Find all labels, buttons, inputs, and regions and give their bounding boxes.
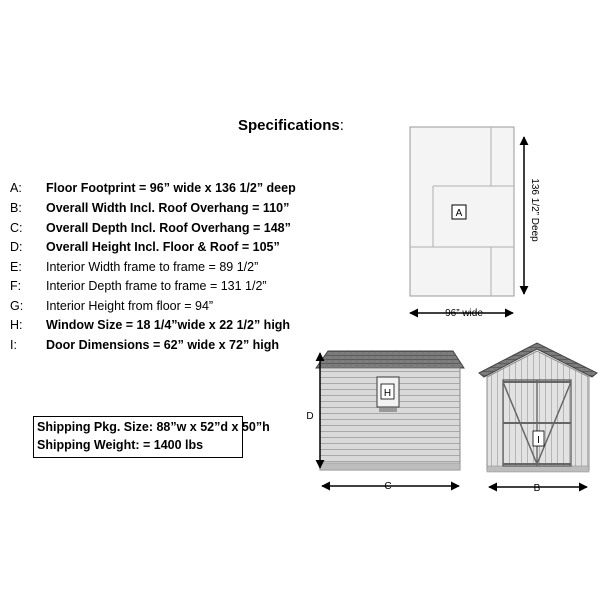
side-view	[306, 351, 464, 492]
spec-row-g: G: Interior Height from floor = 94”	[10, 299, 214, 313]
floor-label: A	[455, 208, 463, 219]
spec-row-b: B: Overall Width Incl. Roof Overhang = 110”	[10, 201, 290, 215]
depth-label: 136 1/2” Deep	[529, 178, 540, 242]
side-depth-label: C	[384, 481, 392, 492]
spec-row-h: H: Window Size = 18 1/4”wide x 22 1/2” high	[10, 318, 291, 332]
width-label: 96” wide	[445, 308, 483, 319]
shipping-weight: Shipping Weight: = 1400 lbs	[37, 438, 204, 452]
door-label: I	[537, 435, 540, 446]
spec-row-i: I: Door Dimensions = 62” wide x 72” high	[10, 338, 280, 352]
spec-row-f: F: Interior Depth frame to frame = 131 1/2”	[10, 279, 267, 293]
spec-row-c: C: Overall Depth Incl. Roof Overhang = 148”	[10, 221, 291, 235]
height-label: D	[306, 411, 314, 422]
window-label: H	[383, 388, 392, 399]
front-view	[479, 343, 597, 494]
spec-row-e: E: Interior Width frame to frame = 89 1/2”	[10, 260, 259, 274]
side-roof	[316, 351, 464, 368]
specifications-title: Specifications:	[238, 117, 344, 134]
front-width-label: B	[533, 483, 541, 494]
shipping-size: Shipping Pkg. Size: 88”w x 52”d x 50”h	[37, 420, 270, 434]
spec-row-d: D: Overall Height Incl. Floor & Roof = 105”	[10, 240, 280, 254]
spec-row-a: A: Floor Footprint = 96” wide x 136 1/2” deep	[10, 181, 296, 195]
floor-plan	[410, 127, 540, 319]
